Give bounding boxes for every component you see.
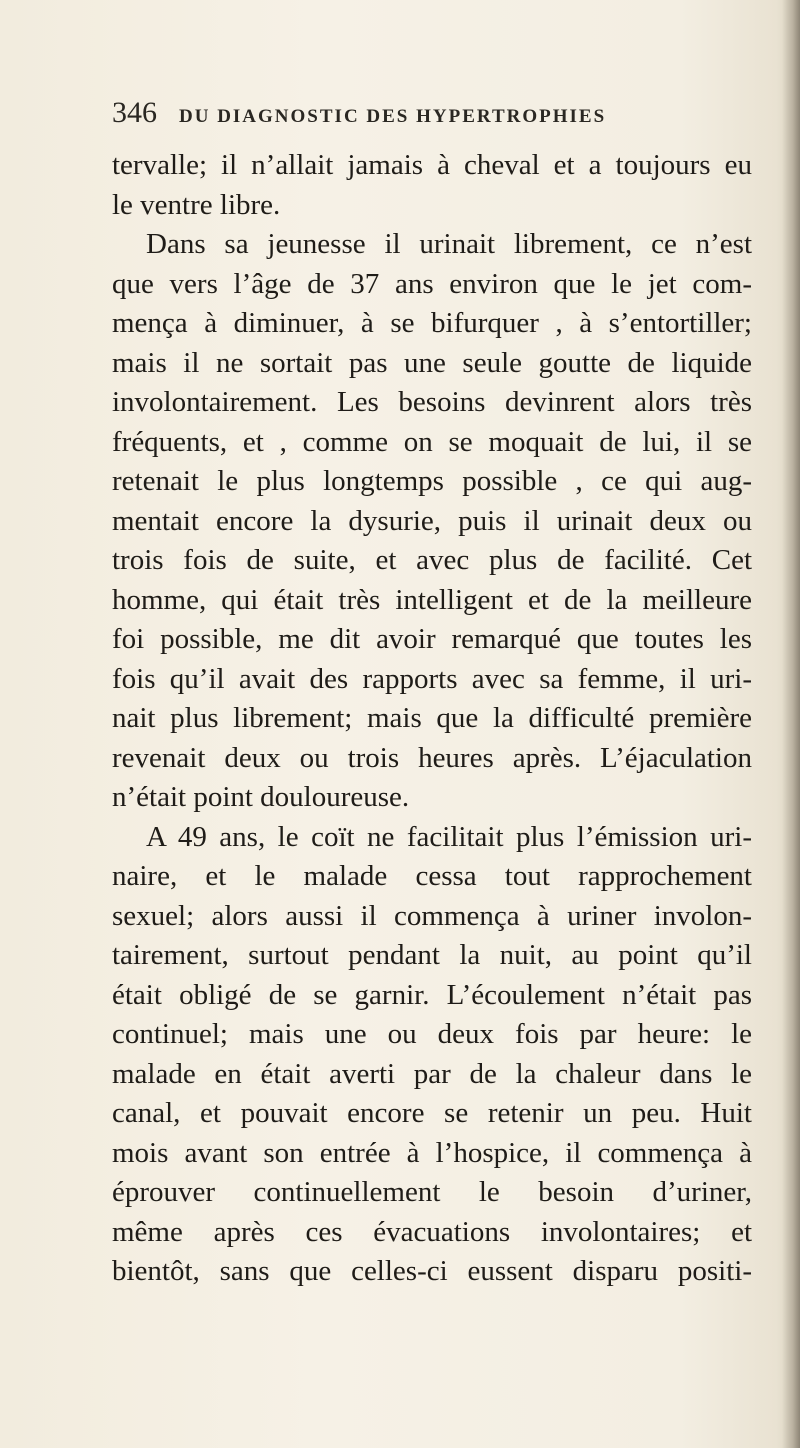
text-line: trois fois de suite, et avec plus de facilité. Cet [112, 544, 752, 576]
text-line: foi possible, me dit avoir remarqué que toutes les [112, 623, 752, 655]
page-number: 346 [112, 96, 157, 129]
body-text [112, 146, 752, 1292]
text-line: bientôt, sans que celles-ci eussent disparu positi- [112, 1255, 752, 1287]
text-line: était obligé de se garnir. L’écoulement n’était pas [112, 978, 752, 1011]
text-line: involontairement. Les besoins devinrent alors très [112, 386, 752, 418]
text-line: revenait deux ou trois heures après. L’éjaculation [112, 741, 752, 774]
text-line: même après ces évacuations involontaires; et [112, 1215, 752, 1248]
text-line: mois avant son entrée à l’hospice, il commença à [112, 1136, 752, 1169]
text-line: retenait le plus longtemps possible , ce qui aug- [112, 465, 752, 497]
text-line: éprouver continuellement le besoin d’uriner, [112, 1176, 752, 1208]
page-edge-shadow [782, 0, 800, 1448]
text-line: le ventre libre. [112, 188, 281, 221]
text-line: tairement, surtout pendant la nuit, au point qu’il [112, 939, 752, 971]
page-header [112, 96, 752, 136]
text-line: canal, et pouvait encore se retenir un peu. Huit [112, 1097, 752, 1129]
text-line: malade en était averti par de la chaleur dans le [112, 1057, 752, 1090]
text-line: continuel; mais une ou deux fois par heure: le [112, 1018, 752, 1050]
text-line: naire, et le malade cessa tout rapprochement [112, 860, 752, 892]
text-line: fois qu’il avait des rapports avec sa femme, il uri- [112, 662, 752, 695]
text-line: Dans sa jeunesse il urinait librement, ce n’est [146, 228, 752, 260]
text-line: A 49 ans, le coït ne facilitait plus l’émission uri- [146, 820, 752, 853]
text-line: tervalle; il n’allait jamais à cheval et a toujours eu [112, 149, 752, 181]
text-line: n’était point douloureuse. [112, 781, 410, 813]
text-line: mentait encore la dysurie, puis il urinait deux ou [112, 504, 752, 537]
running-head: DU DIAGNOSTIC DES HYPERTROPHIES [179, 106, 607, 127]
text-line: nait plus librement; mais que la difficulté première [112, 702, 752, 734]
text-line: que vers l’âge de 37 ans environ que le jet com- [112, 267, 752, 300]
text-line: homme, qui était très intelligent et de la meilleure [112, 583, 752, 616]
text-line: sexuel; alors aussi il commença à uriner involon- [112, 899, 752, 932]
text-line: mença à diminuer, à se bifurquer , à s’entortiller; [112, 307, 752, 339]
text-line: fréquents, et , comme on se moquait de lui, il se [112, 425, 752, 458]
text-line: mais il ne sortait pas une seule goutte de liquide [112, 346, 752, 379]
